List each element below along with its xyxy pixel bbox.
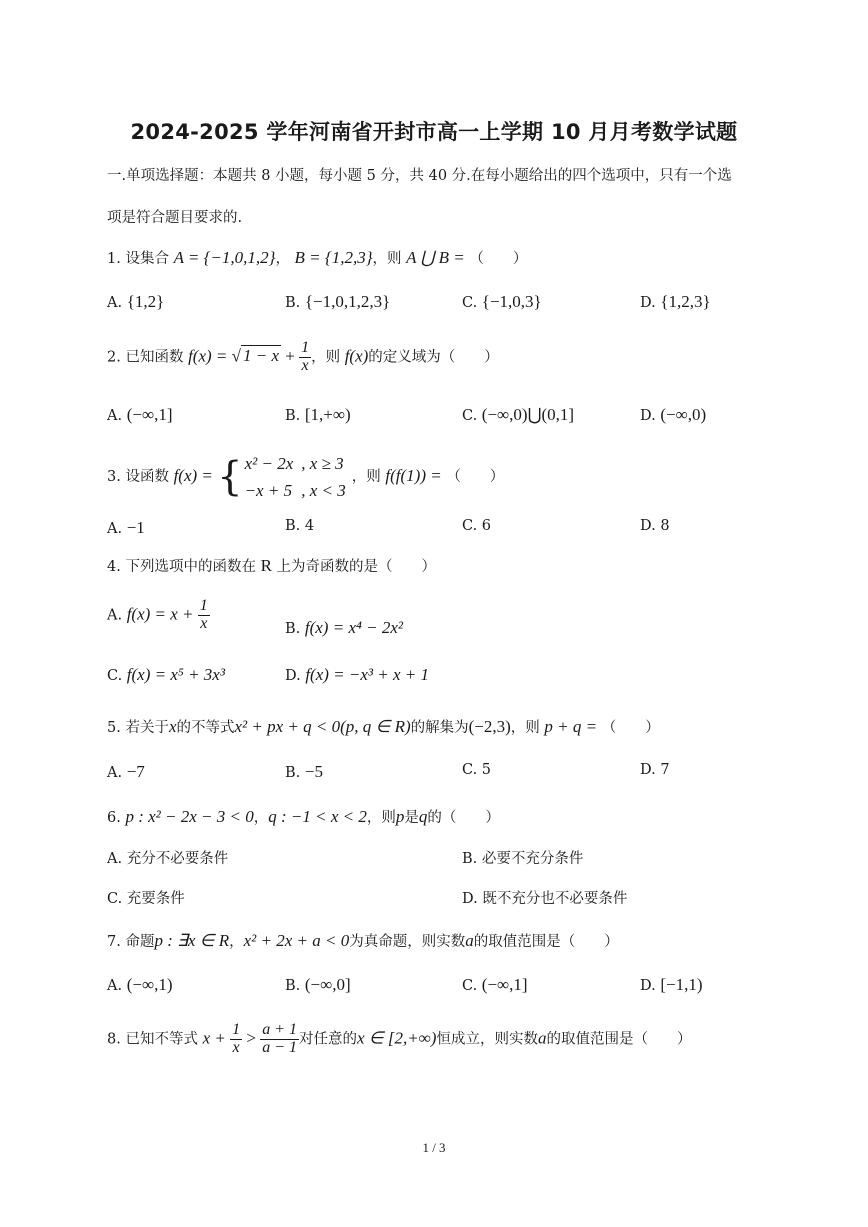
question-text: 的（ ） — [427, 810, 500, 826]
option-a — [107, 762, 145, 782]
fraction — [230, 1022, 242, 1057]
piecewise-cases — [243, 450, 352, 504]
option-label: A. — [107, 607, 123, 624]
option-label: C. — [462, 518, 478, 534]
question-text: ， — [253, 810, 269, 826]
question-text: ， — [229, 934, 244, 950]
option-label: A. — [107, 521, 123, 537]
question-text: 下列选项中的函数在 — [125, 559, 256, 575]
question-7 — [107, 930, 619, 951]
option-label: C. — [462, 762, 478, 778]
option-a — [107, 292, 164, 312]
option-label: C. — [462, 978, 478, 994]
option-label: C. — [107, 891, 123, 907]
page-title: 2024-2025 学年河南省开封市高一上学期 10 月月考数学试题 — [130, 120, 738, 144]
option-text: {1,2,3} — [660, 292, 711, 311]
math-expression: x + — [202, 1028, 231, 1048]
option-b — [285, 405, 351, 425]
question-text: 若关于 — [125, 720, 169, 736]
option-label: B. — [462, 851, 478, 867]
question-text: 的不等式 — [176, 720, 235, 736]
option-a — [107, 518, 145, 538]
question-number: 7. — [107, 934, 121, 950]
math-operator: > — [242, 1028, 261, 1048]
option-label: D. — [640, 408, 656, 424]
option-text: 充分不必要条件 — [126, 851, 229, 867]
option-c — [462, 292, 542, 312]
question-5 — [107, 716, 660, 737]
question-8 — [107, 1022, 691, 1057]
question-text: 是 — [404, 810, 419, 826]
option-label: A. — [107, 765, 123, 781]
fraction-numerator: 1 — [199, 597, 208, 614]
fraction-numerator: 1 — [232, 1021, 241, 1038]
answer-blank: （ ） — [601, 720, 660, 736]
page-number: 1 / 3 — [422, 1140, 446, 1155]
option-b — [285, 762, 323, 782]
option-label: B. — [285, 518, 301, 534]
option-label: D. — [462, 891, 478, 907]
question-text: 为真命题，则实数 — [349, 934, 466, 950]
option-text: [1,+∞) — [304, 405, 351, 424]
fraction — [198, 598, 210, 633]
question-number: 4. — [107, 559, 121, 575]
option-label: B. — [285, 765, 301, 781]
option-text: (−∞,1] — [481, 975, 528, 994]
option-d — [462, 887, 627, 908]
question-text: ，则 — [366, 810, 396, 826]
case-expression: x² − 2x — [244, 454, 294, 473]
option-text: f(x) = x + — [126, 604, 198, 624]
question-text: 设集合 — [125, 251, 169, 267]
option-c — [462, 762, 491, 778]
option-text: f(x) = −x³ + x + 1 — [305, 665, 429, 684]
math-expression: p : x² − 2x − 3 < 0 — [125, 807, 254, 826]
option-a — [107, 405, 172, 425]
fraction-denominator: x — [299, 357, 311, 375]
option-b — [285, 518, 314, 534]
option-text: −1 — [126, 518, 145, 537]
question-text: ，则 — [311, 349, 341, 366]
question-text: 恒成立，则实数 — [436, 1031, 538, 1048]
option-a — [107, 975, 172, 995]
option-c — [462, 975, 528, 995]
question-text: 的解集为 — [410, 720, 469, 736]
option-d — [640, 292, 711, 312]
math-expression: x² + 2x + a < 0 — [243, 931, 350, 950]
option-label: A. — [107, 978, 123, 994]
question-text: 上为奇函数的是（ ） — [276, 559, 437, 575]
math-expression: f(f(1)) = — [385, 466, 442, 486]
question-text: ，则 — [372, 251, 402, 267]
option-label: D. — [640, 518, 656, 534]
question-text: 对任意的 — [298, 1031, 357, 1048]
option-label: D. — [640, 762, 656, 778]
question-text: ，则 — [510, 720, 540, 736]
option-label: C. — [462, 295, 478, 311]
math-expression: f(x) = — [188, 346, 232, 366]
option-a — [107, 847, 228, 868]
question-number: 5. — [107, 720, 121, 736]
question-6 — [107, 806, 500, 827]
question-3 — [107, 450, 504, 504]
option-text: {−1,0,1,2,3} — [304, 292, 391, 311]
math-expression: p — [395, 807, 405, 826]
math-expression: x² + px + q < 0(p, q ∈ R) — [234, 717, 411, 736]
option-text: 4 — [304, 518, 315, 534]
option-text: 8 — [660, 518, 670, 534]
math-expression: (−2,3) — [468, 717, 511, 736]
math-expression: f(x) — [344, 346, 369, 366]
math-expression: x — [168, 717, 177, 736]
option-c — [462, 405, 574, 425]
option-label: D. — [285, 668, 301, 684]
fraction-numerator: 1 — [301, 339, 310, 356]
question-number: 3. — [107, 469, 121, 486]
option-d — [640, 762, 670, 778]
option-c — [107, 887, 185, 908]
question-number: 1. — [107, 251, 121, 267]
math-expression: B = {1,2,3} — [294, 248, 373, 267]
math-expression: p : ∃x ∈ R — [154, 931, 230, 950]
option-text: 既不充分也不必要条件 — [482, 891, 628, 907]
math-expression: a — [465, 931, 474, 950]
option-b — [285, 975, 351, 995]
math-expression: A ⋃ B = — [406, 248, 465, 267]
option-d — [285, 665, 429, 685]
fraction-denominator: a − 1 — [262, 1038, 297, 1056]
fraction-denominator: x — [198, 615, 210, 633]
fraction — [260, 1022, 299, 1057]
question-2: 2. 已知函数 f(x) = √ 1 − x + $\frac{1}{x}$ ，则 f(x)的定义域为（ ） — [107, 339, 499, 374]
math-expression: q : −1 < x < 2 — [268, 807, 367, 826]
math-expression: f(x) = — [173, 466, 218, 486]
option-text: {1,2} — [126, 292, 165, 311]
question-1 — [107, 247, 527, 268]
option-text: −7 — [126, 762, 145, 781]
option-d — [640, 975, 703, 995]
case-expression: −x + 5 — [244, 481, 293, 501]
answer-blank: （ ） — [446, 469, 505, 486]
question-number: 8. — [107, 1031, 121, 1048]
math-expression: A = {−1,0,1,2} — [173, 248, 276, 267]
option-label: B. — [285, 408, 301, 424]
option-text: (−∞,0) — [660, 405, 707, 424]
option-text: 5 — [481, 762, 492, 778]
option-label: B. — [285, 978, 301, 994]
question-text: 命题 — [125, 934, 155, 950]
option-label: A. — [107, 295, 123, 311]
question-text: ， — [275, 251, 290, 267]
question-4 — [107, 555, 436, 576]
option-a — [107, 598, 210, 633]
option-text: f(x) = x⁴ − 2x² — [304, 618, 404, 637]
option-label: C. — [462, 408, 478, 424]
math-expression: R — [260, 556, 272, 575]
option-text: (−∞,0] — [304, 975, 351, 994]
option-d — [640, 405, 706, 425]
question-text: 的取值范围是（ ） — [546, 1031, 692, 1048]
option-b — [285, 618, 403, 638]
option-text: 必要不充分条件 — [481, 851, 584, 867]
option-text: (−∞,1) — [126, 975, 173, 994]
question-text: 已知函数 — [125, 349, 184, 366]
math-expression: x ∈ [2,+∞) — [356, 1028, 437, 1048]
sqrt-radicand: 1 − x — [242, 346, 279, 366]
option-text: (−∞,0)⋃(0,1] — [481, 405, 575, 424]
question-text: ，则 — [351, 469, 381, 486]
option-text: −5 — [304, 762, 323, 781]
section-heading-line1: 一.单项选择题：本题共 8 小题，每小题 5 分，共 40 分.在每小题给出的四个选项中，只有一个选 — [107, 168, 732, 184]
case-condition: , x < 3 — [301, 481, 346, 501]
option-label: B. — [285, 295, 301, 311]
option-text: [−1,1) — [660, 975, 703, 994]
option-text: 7 — [660, 762, 670, 778]
option-label: D. — [640, 978, 656, 994]
math-expression: a — [537, 1028, 547, 1048]
question-text: 已知不等式 — [125, 1031, 198, 1048]
question-text: 的取值范围是（ ） — [473, 934, 619, 950]
fraction-denominator: x — [230, 1039, 242, 1057]
question-number: 6. — [107, 810, 121, 826]
option-label: D. — [640, 295, 656, 311]
option-label: B. — [285, 621, 301, 637]
question-number: 2. — [107, 349, 121, 366]
option-b — [462, 847, 583, 868]
option-text: {−1,0,3} — [481, 292, 542, 311]
option-label: C. — [107, 668, 123, 684]
option-c — [462, 518, 491, 534]
question-text: 的定义域为（ ） — [368, 349, 499, 366]
option-c — [107, 665, 225, 685]
question-text: 设函数 — [125, 469, 169, 486]
option-label: A. — [107, 408, 123, 424]
fraction-numerator: a + 1 — [262, 1021, 297, 1038]
section-heading-line2: 项是符合题目要求的. — [107, 210, 243, 226]
option-d — [640, 518, 670, 534]
option-b — [285, 292, 390, 312]
option-text: 6 — [481, 518, 492, 534]
left-brace: { — [217, 454, 243, 501]
option-label: A. — [107, 851, 123, 867]
option-text: f(x) = x⁵ + 3x³ — [126, 665, 225, 684]
math-expression: p + q = — [544, 717, 598, 736]
math-expression: q — [418, 807, 428, 826]
option-text: 充要条件 — [126, 891, 185, 907]
case-condition: , x ≥ 3 — [301, 454, 344, 473]
answer-blank: （ ） — [469, 251, 528, 267]
option-text: (−∞,1] — [126, 405, 173, 424]
fraction — [299, 340, 311, 375]
